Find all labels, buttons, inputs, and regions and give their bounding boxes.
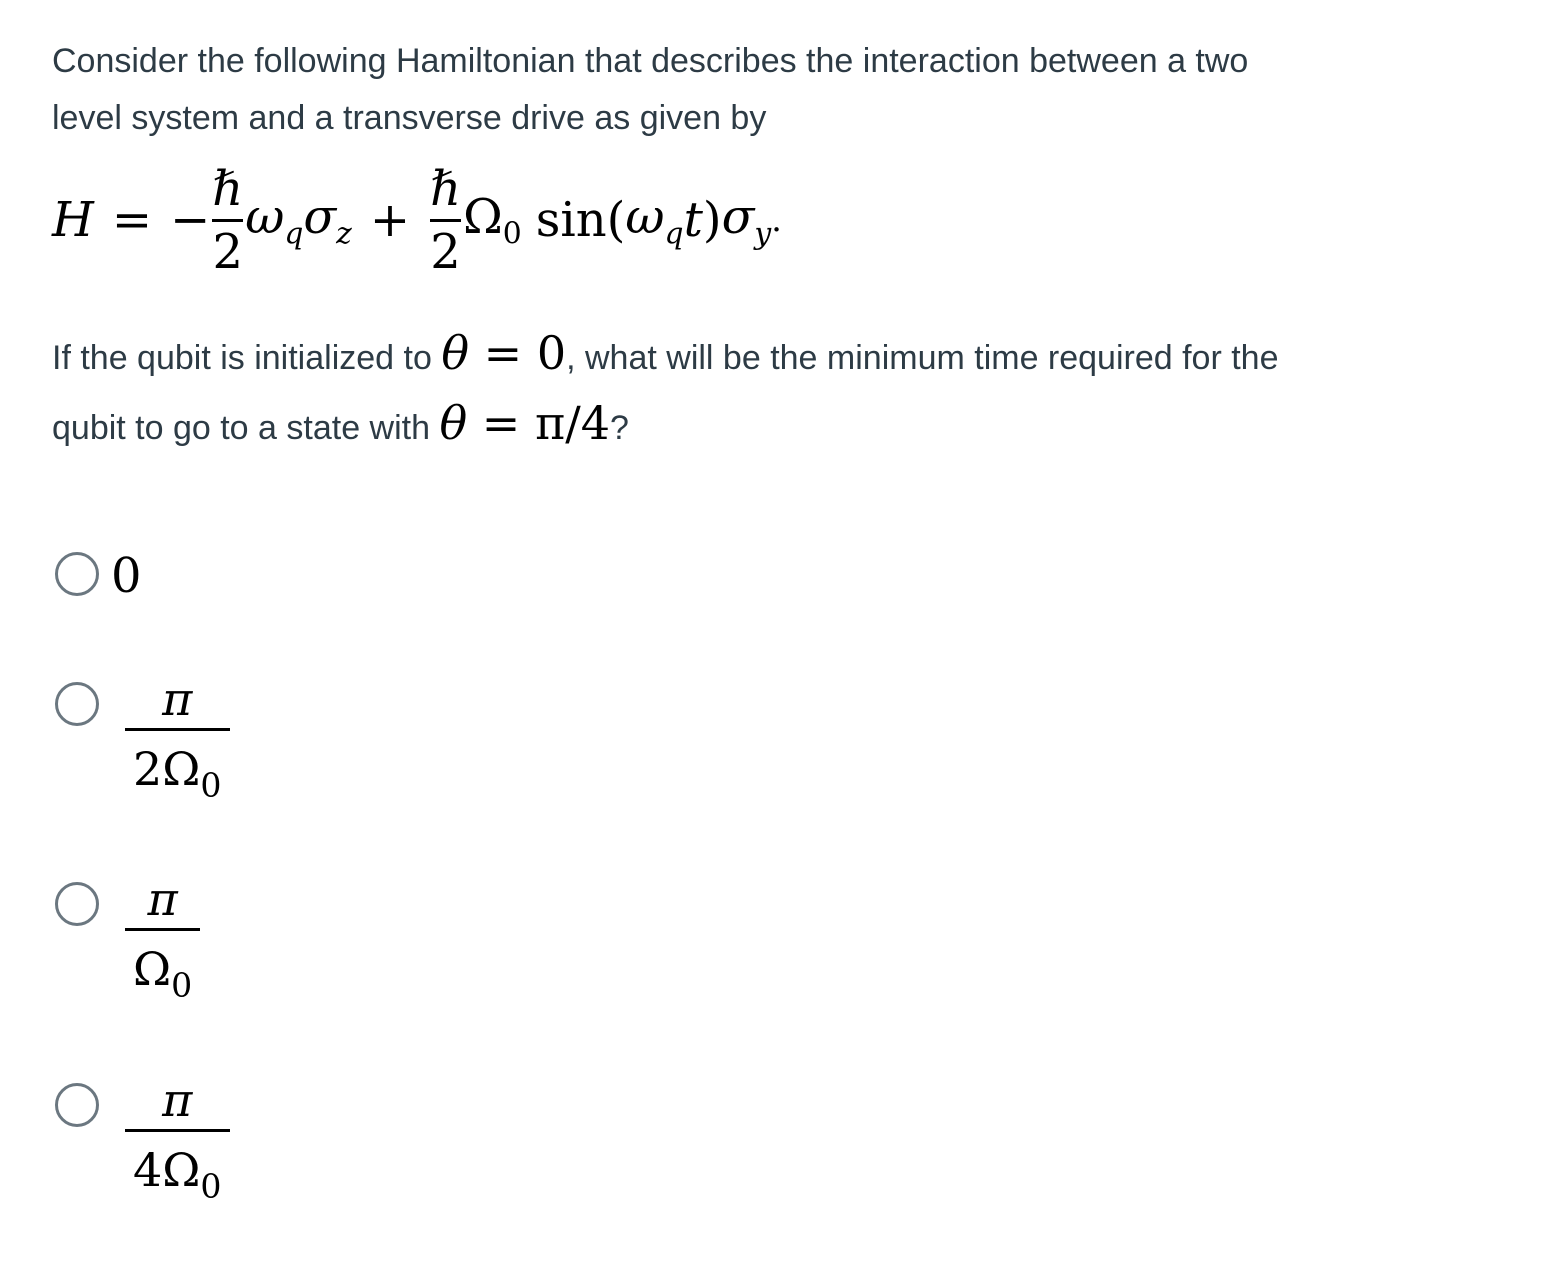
eq-fraction-2 — [430, 160, 461, 280]
option-4-numerator: π — [162, 1073, 193, 1127]
eq-fraction-2-denominator: 2 — [430, 223, 461, 280]
question-line-3-suffix: , what will be the minimum time required for the — [566, 339, 1279, 377]
eq-fraction-2-bar — [430, 219, 461, 222]
eq-omega-0: $\Omega_0$ — [463, 188, 522, 252]
eq-fraction-2-numerator: ℏ — [430, 160, 461, 217]
eq-close-paren: ) — [702, 192, 722, 248]
eq-period: . — [771, 200, 782, 240]
eq-omega-q-arg: $\omega_q$ — [625, 188, 684, 252]
radio-button-option-4[interactable] — [55, 1083, 99, 1127]
zero-value: 0 — [536, 326, 567, 380]
answer-option-3[interactable] — [55, 872, 193, 1005]
option-2-numerator: π — [162, 672, 193, 726]
eq-equals: = — [111, 192, 153, 248]
radio-button-option-1[interactable] — [55, 552, 99, 596]
option-2-fraction — [125, 674, 230, 814]
answer-option-1[interactable] — [55, 548, 142, 604]
equals-initial: = — [469, 326, 537, 380]
option-3-numerator: π — [147, 872, 178, 926]
eq-sigma-z: $\sigma_z$ — [303, 188, 352, 252]
question-mark: ? — [609, 409, 629, 447]
eq-sigma-y: $\sigma_y$ — [721, 188, 772, 252]
answer-option-4[interactable] — [55, 1073, 222, 1206]
eq-lhs: H — [52, 192, 94, 248]
question-line-3-prefix: If the qubit is initialized to — [52, 339, 442, 377]
eq-fraction-1-numerator: ℏ — [212, 160, 244, 217]
eq-omega-q: $\omega_q$ — [245, 188, 304, 252]
eq-t: t — [683, 192, 703, 248]
option-4-denominator: $4\Omega_0$ — [133, 1143, 222, 1206]
radio-button-option-3[interactable] — [55, 882, 99, 926]
question-line-4 — [52, 395, 629, 457]
option-3-fraction-bar — [125, 928, 200, 931]
eq-fraction-1-denominator: 2 — [212, 223, 244, 280]
pi-over-4: π/4 — [534, 396, 610, 450]
option-3-fraction — [125, 874, 200, 1014]
eq-fraction-1-bar — [212, 219, 243, 222]
question-line-4-prefix: qubit to go to a state with — [52, 409, 440, 447]
radio-button-option-2[interactable] — [55, 682, 99, 726]
eq-minus: − — [170, 192, 211, 248]
option-1-label: 0 — [111, 548, 142, 604]
eq-open-paren: ( — [606, 192, 626, 248]
option-2-fraction-bar — [125, 728, 230, 731]
question-line-3 — [52, 325, 1279, 387]
question-intro-line-2: level system and a transverse drive as given by — [52, 99, 767, 137]
question-intro-line-1: Consider the following Hamiltonian that describes the interaction between a two — [52, 42, 1249, 80]
theta-initial: θ — [441, 326, 470, 380]
eq-fraction-1 — [212, 160, 244, 280]
answer-option-2[interactable] — [55, 672, 222, 805]
equals-target: = — [467, 396, 535, 450]
hamiltonian-equation — [52, 150, 782, 290]
option-2-denominator: $2\Omega_0$ — [133, 742, 222, 805]
eq-plus: + — [369, 192, 411, 248]
option-3-denominator: $\Omega_0$ — [133, 942, 193, 1005]
eq-sin: sin — [535, 192, 607, 248]
theta-target: θ — [439, 396, 468, 450]
option-4-fraction — [125, 1075, 230, 1215]
option-4-fraction-bar — [125, 1129, 230, 1132]
